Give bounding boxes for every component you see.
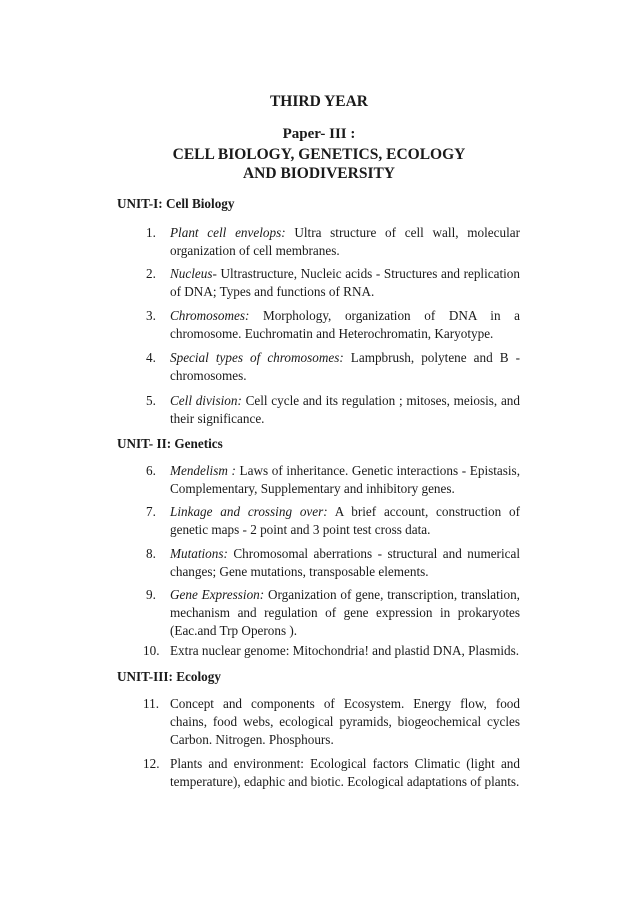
item-text: Morphology, organization of DNA in a chromosome. Euchromatin and Heterochromatin, Karyotype. <box>170 308 520 341</box>
list-item <box>146 545 520 581</box>
item-number: 9. <box>146 587 156 602</box>
item-lead: Plant cell envelops: <box>170 225 286 240</box>
list-item <box>143 755 520 791</box>
item-number: 7. <box>146 504 156 519</box>
item-number: 8. <box>146 546 156 561</box>
item-lead: Linkage and crossing over: <box>170 504 328 519</box>
item-number: 1. <box>146 225 156 240</box>
list-item <box>146 349 520 385</box>
unit-heading: UNIT-I: Cell Biology <box>117 196 235 211</box>
item-text: Ultra structure of cell wall, molecular organization of cell membranes. <box>170 225 520 258</box>
item-text: Extra nuclear genome: Mitochondria! and plastid DNA, Plasmids. <box>170 643 520 658</box>
item-body <box>170 462 520 498</box>
item-text: Organization of gene, transcription, translation, mechanism and regulation of gene expression in prokaryotes (Eac.and Trp Operons ). <box>170 587 520 638</box>
item-text: Cell cycle and its regulation ; mitoses, meiosis, and their significance. <box>170 393 520 426</box>
item-text: - Ultrastructure, Nucleic acids - Structures and replication of DNA; Types and functions of RNA. <box>170 266 520 299</box>
item-body <box>170 503 520 539</box>
subject-title-line1: CELL BIOLOGY, GENETICS, ECOLOGY <box>172 146 466 163</box>
item-number: 2. <box>146 266 156 281</box>
item-text: Laws of inheritance. Genetic interactions - Epistasis, Complementary, Supplementary and inhibitory genes. <box>170 463 520 496</box>
list-item <box>146 265 520 301</box>
item-body <box>170 695 520 749</box>
item-body <box>170 586 520 640</box>
item-number: 11. <box>143 696 159 711</box>
item-body <box>170 392 520 428</box>
subject-title-line2: AND BIODIVERSITY <box>242 165 396 182</box>
item-lead: Mutations: <box>170 546 228 561</box>
item-text: Lampbrush, polytene and B - chromosomes. <box>170 350 520 383</box>
list-item <box>146 462 520 498</box>
item-body <box>170 307 520 343</box>
item-body <box>170 265 520 301</box>
list-item <box>146 392 520 428</box>
list-item <box>143 642 520 660</box>
list-item <box>146 586 520 640</box>
item-lead: Chromosomes: <box>170 308 250 323</box>
list-item <box>146 224 520 260</box>
item-number: 5. <box>146 393 156 408</box>
item-lead: Special types of chromosomes: <box>170 350 344 365</box>
list-item <box>146 307 520 343</box>
list-item <box>146 503 520 539</box>
item-body <box>170 642 520 660</box>
item-number: 12. <box>143 756 160 771</box>
item-body <box>170 349 520 385</box>
item-body <box>170 545 520 581</box>
item-number: 3. <box>146 308 156 323</box>
item-number: 10. <box>143 643 160 658</box>
year-title: THIRD YEAR <box>269 93 369 110</box>
item-number: 6. <box>146 463 156 478</box>
item-body <box>170 224 520 260</box>
item-lead: Cell division: <box>170 393 242 408</box>
unit-heading: UNIT-III: Ecology <box>117 669 221 684</box>
item-text: Plants and environment: Ecological factors Climatic (light and temperature), edaphic and biotic. Ecological adaptations of plants. <box>170 756 520 789</box>
item-number: 4. <box>146 350 156 365</box>
unit-heading: UNIT- II: Genetics <box>117 436 223 451</box>
item-text: Chromosomal aberrations - structural and numerical changes; Gene mutations, transposable elements. <box>170 546 520 579</box>
item-lead: Nucleus <box>170 266 213 281</box>
item-lead: Mendelism : <box>170 463 236 478</box>
item-text: Concept and components of Ecosystem. Energy flow, food chains, food webs, ecological pyramids, biogeochemical cycles Carbon. Nitrogen. Phosphours. <box>170 696 520 747</box>
item-body <box>170 755 520 791</box>
list-item <box>143 695 520 749</box>
item-lead: Gene Expression: <box>170 587 265 602</box>
paper-title: Paper- III : <box>282 126 356 142</box>
item-text: A brief account, construction of genetic maps - 2 point and 3 point test cross data. <box>170 504 520 537</box>
